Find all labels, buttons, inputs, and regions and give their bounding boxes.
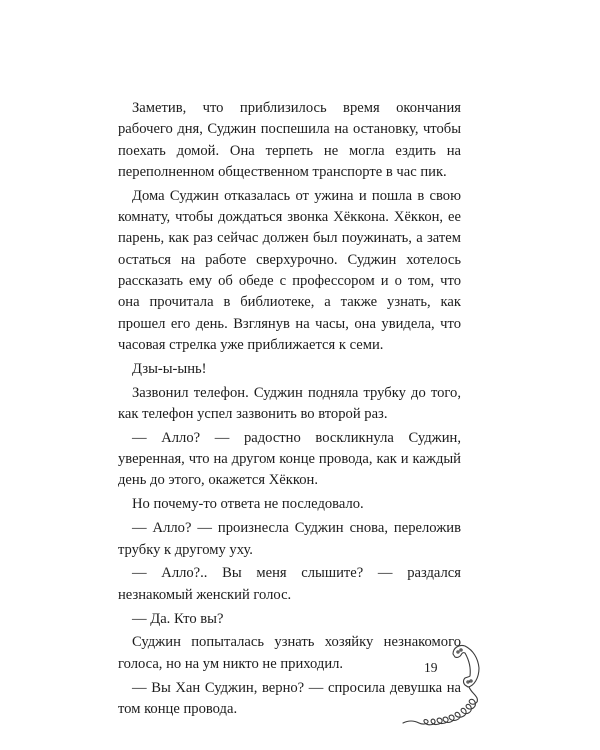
paragraph: Дома Суджин отказалась от ужина и пошла в свою комнату, чтобы дождаться звонка Хёккона. Хёккон, ее парень, как раз сейчас должен был поужинать, а затем остаться на работе сверхурочно. Суджин хотелось рассказать ему об обеде с профессором и о том, что она прочитала в библиотеке, а также узнать, как прошел его день. Взглянув на часы, она увидела, что часовая стрелка уже приближается к семи.	[118, 187, 461, 353]
paragraph: — Алло? — радостно воскликнула Суджин, уверенная, что на другом конце провода, как и каждый день до этого, окажется Хёккон.	[118, 429, 461, 489]
paragraph: Дзы-ы-ынь!	[132, 360, 207, 377]
body-text	[118, 98, 461, 723]
paragraph: Суджин попыталась узнать хозяйку незнакомого голоса, но на ум никто не приходил.	[118, 634, 461, 672]
paragraph: Заметив, что приблизилось время окончания рабочего дня, Суджин поспешила на остановку, чтобы поехать домой. Она терпеть не могла ездить на переполненном общественном транспорте в час пик.	[118, 100, 461, 180]
paragraph: — Алло? — произнесла Суджин снова, переложив трубку к другому уху.	[118, 520, 461, 558]
paragraph: Но почему-то ответа не последовало.	[132, 496, 364, 513]
paragraph: — Да. Кто вы?	[132, 610, 224, 627]
paragraph: — Алло?.. Вы меня слышите? — раздался незнакомый женский голос.	[118, 565, 461, 603]
paragraph: Зазвонил телефон. Суджин подняла трубку до того, как телефон успел зазвонить во второй раз.	[118, 384, 461, 422]
paragraph: — Вы Хан Суджин, верно? — спросила девушка на том конце провода.	[118, 679, 461, 717]
page-number: 19	[424, 660, 438, 675]
telephone-cord-icon	[395, 640, 495, 730]
